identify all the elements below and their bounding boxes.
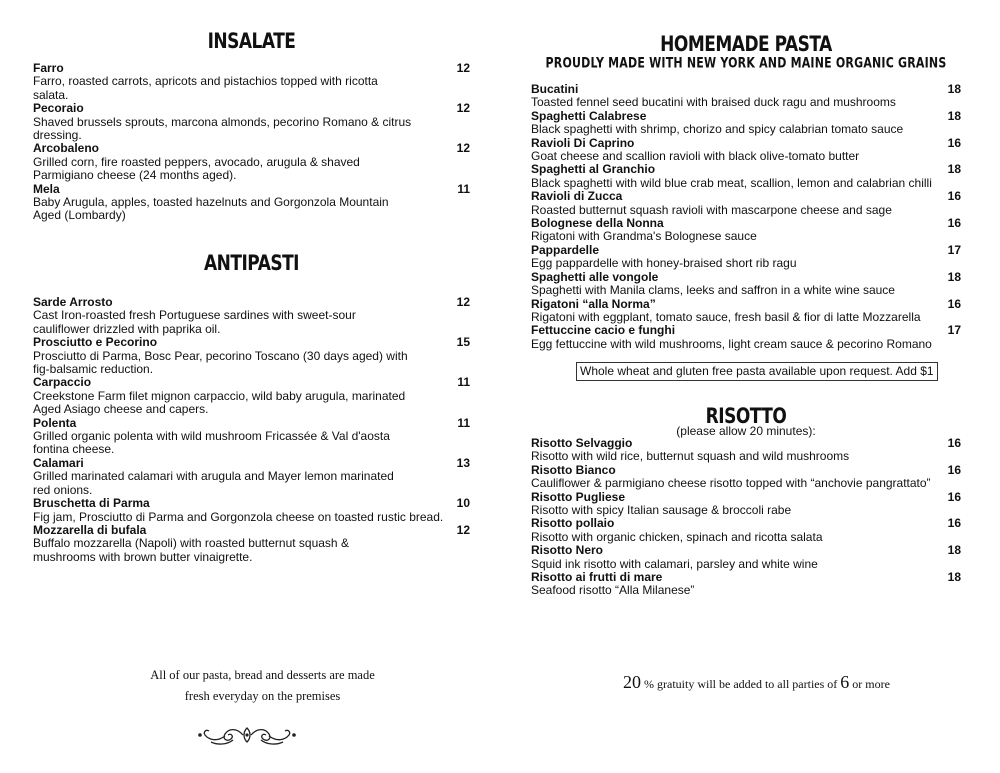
- item-desc: Grilled marinated calamari with arugula and Mayer lemon marinated red onions.: [33, 469, 394, 497]
- item-name: Farro: [33, 61, 64, 75]
- item-price: 10: [456, 496, 470, 511]
- item-price: 12: [456, 295, 470, 309]
- item-desc: Black spaghetti with shrimp, chorizo and spicy calabrian tomato sauce: [531, 122, 904, 137]
- menu-item: [531, 571, 961, 598]
- menu-item: [33, 142, 470, 182]
- item-desc: Roasted butternut squash ravioli with mascarpone cheese and sage: [531, 202, 892, 217]
- flourish-ornament-icon: [197, 724, 297, 746]
- item-desc: Seafood risotto “Alla Milanese”: [531, 583, 695, 598]
- item-price: 18: [947, 269, 961, 284]
- item-price: 12: [456, 61, 470, 75]
- item-desc: Grilled organic polenta with wild mushroom Fricassée & Val d'aosta fontina cheese.: [33, 429, 390, 457]
- item-price: 17: [947, 323, 961, 338]
- item-name: Bolognese della Nonna: [531, 216, 664, 231]
- item-name: Calamari: [33, 455, 84, 470]
- menu-item: [531, 110, 961, 137]
- menu-item: [33, 183, 470, 223]
- item-name: Sarde Arrosto: [33, 295, 113, 309]
- item-name: Mela: [33, 181, 60, 196]
- item-price: 16: [947, 216, 961, 231]
- menu-item: [33, 102, 470, 142]
- item-price: 18: [947, 82, 961, 96]
- item-name: Risotto Nero: [531, 543, 603, 558]
- item-name: Fettuccine cacio e funghi: [531, 323, 676, 338]
- item-price: 15: [456, 335, 470, 350]
- antipasti-title: ANTIPASTI: [203, 251, 300, 276]
- pasta-list: [531, 83, 961, 351]
- item-price: 18: [947, 570, 961, 585]
- item-name: Pappardelle: [531, 242, 600, 257]
- item-name: Polenta: [33, 415, 77, 430]
- item-desc: Cast Iron-roasted fresh Portuguese sardines with sweet-sour cauliflower drizzled with paprika oil.: [33, 308, 356, 336]
- gratuity-party-size: 6: [840, 672, 850, 692]
- menu-item: [531, 217, 961, 244]
- insalate-title: INSALATE: [207, 29, 296, 54]
- item-desc: Rigatoni with Grandma's Bolognese sauce: [531, 229, 757, 244]
- gratuity-text: % gratuity will be added to all parties of: [644, 677, 838, 691]
- item-name: Pecoraio: [33, 101, 84, 116]
- item-desc: Farro, roasted carrots, apricots and pistachios topped with ricotta salata.: [33, 74, 378, 102]
- menu-item: [531, 437, 961, 464]
- menu-item: [33, 497, 470, 524]
- menu-item: [531, 298, 961, 325]
- item-price: 16: [947, 135, 961, 150]
- item-price: 18: [947, 108, 961, 123]
- item-name: Spaghetti alle vongole: [531, 269, 659, 284]
- menu-item: [531, 464, 961, 491]
- menu-item: [531, 163, 961, 190]
- item-name: Arcobaleno: [33, 141, 100, 156]
- insalate-list: [33, 62, 470, 223]
- item-desc: Creekstone Farm filet mignon carpaccio, wild baby arugula, marinated Aged Asiago cheese and capers.: [33, 388, 406, 417]
- gratuity-percent: 20: [623, 672, 641, 692]
- item-name: Risotto Selvaggio: [531, 436, 633, 450]
- menu-item: [33, 376, 470, 416]
- item-price: 16: [947, 436, 961, 450]
- risotto-title: RISOTTO: [705, 404, 787, 429]
- item-desc: Baby Arugula, apples, toasted hazelnuts and Gorgonzola Mountain Aged (Lombardy): [33, 195, 389, 223]
- item-desc: Egg pappardelle with honey-braised short rib ragu: [531, 256, 797, 271]
- item-name: Rigatoni “alla Norma”: [531, 296, 656, 311]
- item-price: 11: [457, 375, 470, 390]
- menu-item: [33, 336, 470, 376]
- item-price: 16: [947, 516, 961, 531]
- item-name: Risotto Bianco: [531, 462, 616, 477]
- item-name: Spaghetti al Granchio: [531, 162, 656, 177]
- menu-item: [531, 271, 961, 298]
- menu-item: [531, 190, 961, 217]
- menu-item: [33, 417, 470, 457]
- item-name: Risotto Pugliese: [531, 489, 626, 504]
- item-desc: Toasted fennel seed bucatini with braised duck ragu and mushrooms: [531, 95, 896, 110]
- item-price: 16: [947, 296, 961, 311]
- menu-item: [531, 491, 961, 518]
- gluten-free-note: Whole wheat and gluten free pasta available upon request. Add $1: [576, 362, 938, 381]
- item-desc: Risotto with wild rice, butternut squash and wild mushrooms: [531, 449, 850, 464]
- item-desc: Spaghetti with Manila clams, leeks and saffron in a white wine sauce: [531, 283, 895, 298]
- item-price: 11: [457, 415, 470, 430]
- item-price: 11: [457, 181, 470, 196]
- item-desc: Egg fettuccine with wild mushrooms, light cream sauce & pecorino Romano: [531, 336, 932, 351]
- item-desc: Grilled corn, fire roasted peppers, avocado, arugula & shaved Parmigiano cheese (24 months aged).: [33, 154, 360, 183]
- item-price: 16: [947, 462, 961, 477]
- item-desc: Buffalo mozzarella (Napoli) with roasted butternut squash & mushrooms with brown butter vinaigrette.: [33, 536, 349, 564]
- menu-item: [531, 137, 961, 164]
- menu-item: [531, 517, 961, 544]
- item-desc: Prosciutto di Parma, Bosc Pear, pecorino Toscano (30 days aged) with fig-balsamic reduction.: [33, 348, 408, 377]
- item-price: 16: [947, 489, 961, 504]
- risotto-subtitle: (please allow 20 minutes):: [676, 424, 816, 438]
- fresh-note-line-1: All of our pasta, bread and desserts are made: [150, 668, 375, 682]
- item-price: 16: [947, 189, 961, 204]
- item-name: Risotto pollaio: [531, 516, 615, 531]
- item-desc: Risotto with organic chicken, spinach and ricotta salata: [531, 529, 823, 544]
- item-desc: Goat cheese and scallion ravioli with black olive-tomato butter: [531, 149, 860, 164]
- fresh-note-line-2: fresh everyday on the premises: [184, 689, 341, 703]
- item-name: Mozzarella di bufala: [33, 522, 147, 537]
- menu-item: [531, 324, 961, 351]
- pasta-subtitle: PROUDLY MADE WITH NEW YORK AND MAINE ORGANIC GRAINS: [545, 55, 947, 72]
- item-name: Prosciutto e Pecorino: [33, 335, 158, 350]
- item-name: Spaghetti Calabrese: [531, 108, 647, 123]
- fresh-daily-note: [130, 665, 395, 707]
- item-price: 17: [947, 242, 961, 257]
- menu-item: [33, 296, 470, 336]
- item-desc: Risotto with spicy Italian sausage & broccoli rabe: [531, 503, 792, 518]
- item-name: Ravioli Di Caprino: [531, 135, 635, 150]
- item-price: 12: [456, 522, 470, 537]
- item-name: Carpaccio: [33, 375, 92, 390]
- menu-item: [531, 244, 961, 271]
- item-price: 12: [456, 141, 470, 156]
- item-desc: Rigatoni with eggplant, tomato sauce, fresh basil & fior di latte Mozzarella: [531, 309, 921, 324]
- menu-item: [33, 457, 470, 497]
- item-desc: Cauliflower & parmigiano cheese risotto topped with “anchovie pangrattato”: [531, 476, 931, 491]
- item-desc: Squid ink risotto with calamari, parsley and white wine: [531, 556, 818, 571]
- item-price: 18: [947, 543, 961, 558]
- item-name: Ravioli di Zucca: [531, 189, 623, 204]
- menu-item: [531, 544, 961, 571]
- item-name: Risotto ai frutti di mare: [531, 570, 663, 585]
- risotto-list: [531, 437, 961, 598]
- item-name: Bruschetta di Parma: [33, 496, 150, 511]
- menu-item: [531, 83, 961, 110]
- pasta-title: HOMEMADE PASTA: [660, 32, 832, 57]
- antipasti-list: [33, 296, 470, 564]
- menu-item: [33, 524, 470, 564]
- item-price: 18: [947, 162, 961, 177]
- item-desc: Fig jam, Prosciutto di Parma and Gorgonzola cheese on toasted rustic bread.: [33, 509, 444, 524]
- gratuity-note: [623, 672, 890, 693]
- item-price: 12: [456, 101, 470, 116]
- item-price: 13: [456, 455, 470, 470]
- item-desc: Black spaghetti with wild blue crab meat, scallion, lemon and calabrian chilli: [531, 175, 932, 190]
- menu-item: [33, 62, 470, 102]
- item-desc: Shaved brussels sprouts, marcona almonds, pecorino Romano & citrus dressing.: [33, 114, 412, 143]
- gratuity-end: or more: [852, 677, 890, 691]
- item-name: Bucatini: [531, 82, 579, 96]
